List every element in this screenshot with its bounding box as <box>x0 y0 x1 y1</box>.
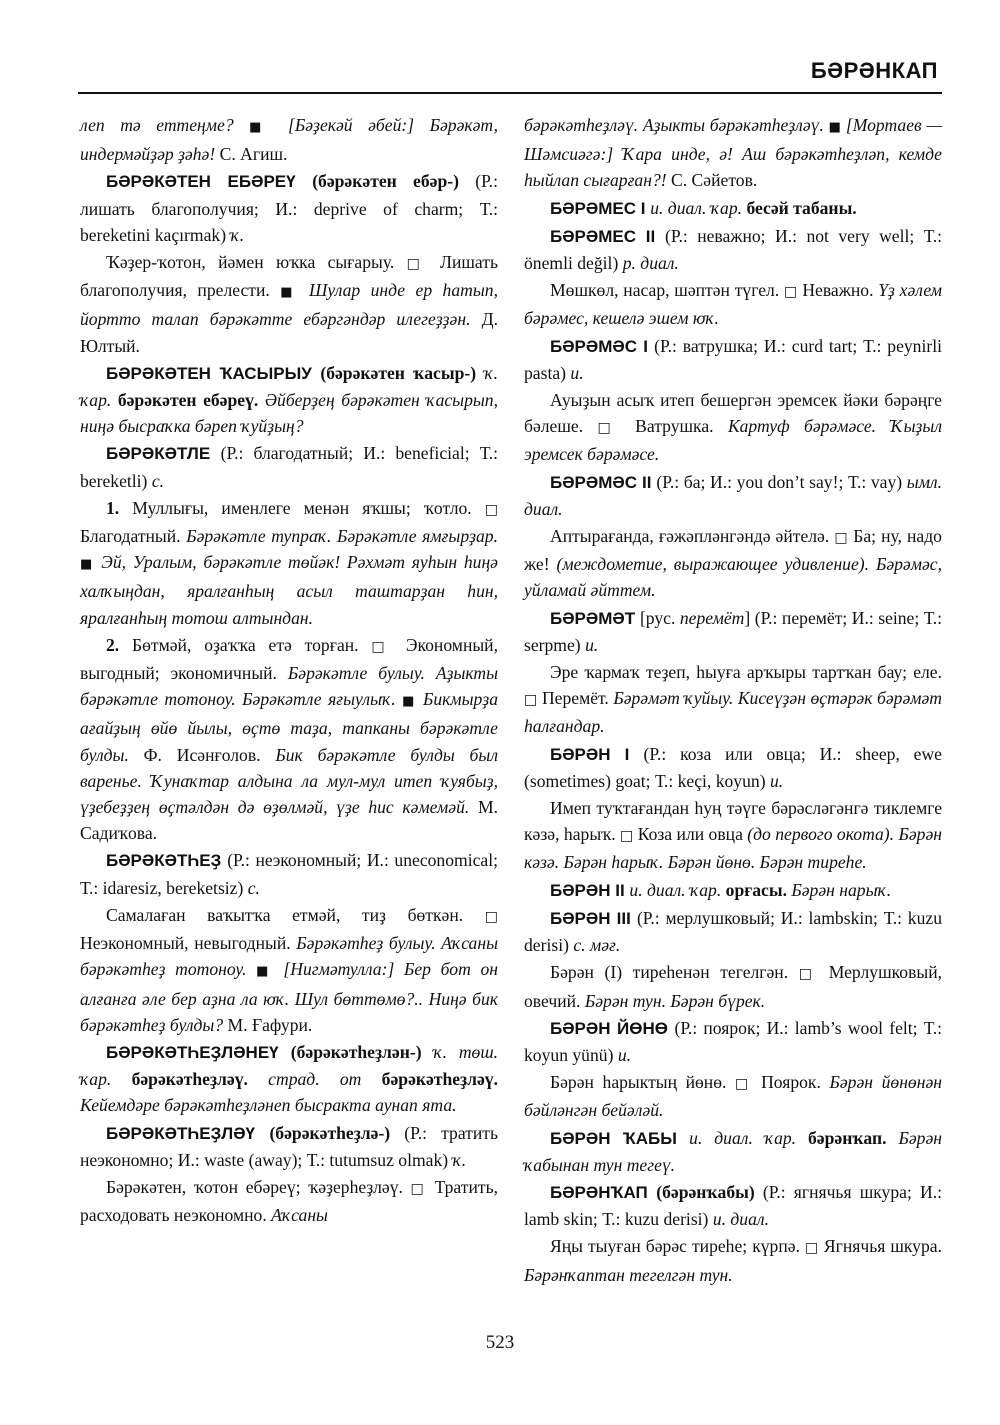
text-run: Неважно. <box>797 280 879 301</box>
text-run: (Р.: неэкономный; И.: uneconomical; Т.: idaresiz, bereketsiz) <box>80 850 498 898</box>
italic-text: леп тә еттеңме? <box>80 115 250 135</box>
italic-text: и. <box>585 634 599 655</box>
text-run: (Р.: неважно; И.: not very well; Т.: önemli değil) <box>524 225 942 274</box>
italic-text: перемёт <box>679 607 745 628</box>
bold-text: (бәрәнҡабы) <box>656 1181 755 1202</box>
italic-text: Кейемдәре бәрәкәтһеҙләнеп бысракта аунап ята. <box>80 1095 457 1116</box>
dictionary-entry <box>524 1179 942 1232</box>
italic-text: с. <box>247 877 260 898</box>
bold-text: (бәрәкәтен ебәр-) <box>312 171 459 192</box>
dictionary-entry <box>80 440 498 493</box>
text-run: М. Ғафури. <box>227 1014 313 1035</box>
entry-continuation <box>524 112 942 194</box>
italic-text: Бәрән нарыҡ. <box>786 879 892 900</box>
dictionary-entry <box>80 1039 498 1119</box>
dictionary-entry <box>524 523 942 604</box>
headword: БӘРӘМЕС II <box>550 226 666 246</box>
italic-text: с. <box>151 470 165 491</box>
example-marker-icon: ■ <box>80 557 95 573</box>
page-number: 523 <box>485 1332 515 1353</box>
dictionary-entry <box>524 905 942 958</box>
entry-continuation <box>80 112 498 167</box>
dictionary-entry <box>80 249 498 359</box>
italic-text: [Нигмәтулла:] Бер бот он алғанға әле бер аҙна ла юҡ. Шул бөттөмө?.. Ниңә бик бәрәкәтһеҙ булды? <box>80 959 498 1035</box>
bold-text: бәрәкәтһеҙләү. <box>381 1069 498 1090</box>
text-run: (Р.: ба; И.: you don’t say!; Т.: vay) <box>656 471 907 492</box>
translation-marker-icon: □ <box>834 530 849 547</box>
translation-marker-icon: □ <box>406 256 428 273</box>
dictionary-entry <box>524 1233 942 1287</box>
text-run: (Р.: коза или овца; И.: sheep, ewe (sometimes) goat; Т.: keçi, koyun) <box>524 743 942 791</box>
italic-text: Бәрәкәтһеҙ булыу. Аҡсаны бәрәкәтһеҙ тотоноу. <box>80 933 498 980</box>
italic-text: Бәрәнҡаптан тегелгән тун. <box>524 1264 733 1285</box>
text-run: (Р.: ватрушка; И.: curd tart; Т.: peynirli pasta) <box>524 335 942 383</box>
dictionary-entry <box>524 387 942 468</box>
running-title: БӘРӘНКАП <box>810 58 938 83</box>
text-run: Бәрәкәтен, ҡотон ебәреү; ҡәҙерһеҙләү. <box>106 1176 411 1197</box>
italic-text: Бик бәрәкәтле булды был вареньe. Ҡунаҡтар алдына ла мул-мул итеп ҡуябыҙ, үҙебеҙҙең өҫтәлдән дә өҙөлмәй, үҙе һис кәмемәй. <box>80 744 498 818</box>
headword: БӘРӘКӘТҺЕҘ <box>106 851 228 871</box>
text-run: Ауыҙын асыҡ итеп бешергән эремсек йәки бәрәңге бәлеше. <box>524 390 942 437</box>
italic-text: ҡ. ҡар. <box>80 362 499 411</box>
italic-text: Шулар инде ер һатып, йортто талап бәрәкәтте ебәргәндәр илегеҙҙән. <box>80 280 498 330</box>
italic-text: [Мортаев — Шәмсиәгә:] Ҡара инде, ә! Аш бәрәкәтһеҙләп, кемде һыйлап сығарған?! <box>524 115 942 191</box>
italic-text: Бәрән тун. Бәрән бүрек. <box>584 990 766 1011</box>
dictionary-entry <box>80 632 498 847</box>
italic-text: и. диал. ҡар. <box>650 197 747 218</box>
headword: БӘРӘН II <box>550 880 630 900</box>
translation-marker-icon: □ <box>371 638 394 655</box>
translation-marker-icon: □ <box>597 420 621 437</box>
text-run: Бәрән һарыктың йөнө. <box>550 1072 736 1093</box>
dictionary-entry <box>80 1174 498 1228</box>
translation-marker-icon: □ <box>805 1240 819 1257</box>
headword: БӘРӘКӘТҺЕҘЛӘҮ <box>106 1123 270 1143</box>
left-column <box>80 112 498 1229</box>
italic-text: с. мәғ. <box>573 935 621 956</box>
text-run: Ф. Исәнғолов. <box>143 744 276 765</box>
text-run: [рус. <box>639 607 680 628</box>
italic-text: Картуф бәрәмәсе. Ҡыҙыл эремсек бәрәмәсе. <box>524 416 943 465</box>
italic-text: ымл. диал. <box>524 471 942 519</box>
text-run: Ба; ну, надо же! <box>524 526 942 575</box>
dictionary-entry <box>80 360 498 440</box>
headword: БӘРӘКӘТЛЕ <box>106 444 221 464</box>
headword: БӘРӘКӘТЕН ҠАСЫРЫУ <box>106 363 321 383</box>
text-run: (Р.: мерлушковый; И.: lambskin; Т.: kuzu derisi) <box>524 907 942 956</box>
italic-text: Бәрән йөнөнән бәйләнгән бейәләй. <box>524 1072 942 1121</box>
right-column <box>524 112 942 1289</box>
dictionary-entry <box>524 1125 942 1178</box>
text-run: (Р.: поярок; И.: lamb’s wool felt; Т.: koyun yünü) <box>524 1017 942 1065</box>
bold-text: бесәй табаны. <box>746 197 857 218</box>
translation-marker-icon: □ <box>620 828 634 845</box>
text-run: (Р.: лишать благополучия; И.: deprive of charm; Т.: bereketini kaçırmak) <box>80 171 498 245</box>
header-rule <box>78 92 942 94</box>
italic-text: Үҙ хәлем бәрәмес, кешелә эшем юҡ. <box>524 280 943 329</box>
italic-text: ҡ. төш. ҡар. <box>80 1041 498 1090</box>
text-run: С. Агиш. <box>219 144 288 165</box>
text-run: Самалаған ваҡытҡа етмәй, тиҙ бөткән. <box>106 904 485 925</box>
bold-text: (бәрәкәтһеҙлә-) <box>269 1122 391 1143</box>
headword: БӘРӘНҠАП <box>550 1182 657 1202</box>
italic-text: бәрәкәтһеҙләү. Аҙыкты бәрәкәтһеҙләү. <box>524 115 829 135</box>
headword: БӘРӘКӘТҺЕҘЛӘНЕҮ <box>106 1042 291 1062</box>
headword: БӘРӘМЕС I <box>550 198 651 218</box>
text-run: ] (Р.: перемёт; И.: seine; Т.: serpme) <box>524 607 942 655</box>
bold-text: 2. <box>106 634 120 655</box>
italic-text: и. диал. <box>712 1209 769 1230</box>
text-run: М. Садиҡова. <box>80 797 498 844</box>
text-run: Имеп туҡтағандан һуң тәүге бәрәсләгәнгә тиклемге кәзә, һарыҡ. <box>524 798 942 845</box>
italic-text: (междометие, выражающее удивление). Бәрәмәс, уйламай әйттем. <box>524 554 942 601</box>
translation-marker-icon: □ <box>735 1076 753 1093</box>
dictionary-entry <box>524 795 942 876</box>
dictionary-entry <box>80 902 498 1038</box>
text-run: Эре ҡармаҡ теҙеп, һыуға арҡыры тартҡан бау; еле. <box>550 662 942 683</box>
dictionary-entry <box>524 469 942 522</box>
dictionary-entry <box>524 959 942 1013</box>
text-run: Бәрән (I) тиреһенән тегелгән. <box>550 962 799 983</box>
italic-text: [Бәҙекәй әбей:] Бәрәкәт, индермәйҙәр ҙәһә! <box>80 115 498 165</box>
dictionary-entry <box>524 877 942 904</box>
example-marker-icon: ■ <box>249 120 273 135</box>
italic-text: ҡ. <box>230 224 245 245</box>
text-run: Перемёт. <box>537 688 614 709</box>
dictionary-entry <box>524 223 942 276</box>
bold-text: бәрәнҡап. <box>808 1127 887 1148</box>
translation-marker-icon: □ <box>783 284 798 301</box>
italic-text: Әйберҙең бәрәкәтен ҡасырып, ниңә бысраҡка бәреп ҡуйҙың? <box>80 390 498 437</box>
italic-text: Бәрәмәт ҡуйыу. Кисеүҙән өҫтәрәк бәрәмәт һалғандар. <box>524 688 942 737</box>
bold-text: орғасы. <box>725 879 787 900</box>
text-run: Бөтмәй, оҙаҡҡа етә торған. <box>119 634 372 655</box>
headword: БӘРӘН ЙӨНӨ <box>550 1018 675 1038</box>
translation-marker-icon: □ <box>798 966 819 983</box>
italic-text: и. диал. ҡар. <box>689 1127 808 1148</box>
italic-text: Бәрән ҡабынан тун тегеү. <box>524 1127 942 1175</box>
bold-text: (бәрәкәтһеҙлән-) <box>290 1041 422 1062</box>
headword: БӘРӘМӘТ <box>550 608 640 628</box>
text-run: Лишать благополучия, прелести. <box>80 252 498 301</box>
italic-text: и. <box>769 770 784 791</box>
example-marker-icon: ■ <box>828 120 842 135</box>
example-marker-icon: ■ <box>280 285 299 301</box>
text-run: Поярок. <box>752 1072 830 1093</box>
text-run: Д. Юлтый. <box>80 309 498 356</box>
translation-marker-icon: □ <box>484 501 498 518</box>
italic-text: и. <box>617 1044 632 1065</box>
text-run: Коза или овца <box>633 824 748 845</box>
headword: БӘРӘН I <box>550 744 644 764</box>
italic-text: Бикмырҙа ағайҙың өйө йылы, өҫтө таҙа, тапканы бәрәкәтле булды. <box>80 689 499 765</box>
text-run: Благодатный. <box>80 526 187 547</box>
text-run: Муллығы, именлеге менән яҡшы; ҡотло. <box>119 497 485 518</box>
italic-text: ҡ. <box>452 1149 467 1170</box>
dictionary-entry <box>524 277 942 331</box>
bold-text: (бәрәкәтен ҡасыр-) <box>320 362 477 383</box>
text-run: Мерлушковый, овечий. <box>524 962 943 1011</box>
dictionary-entry <box>524 659 942 740</box>
translation-marker-icon: □ <box>524 692 538 709</box>
example-marker-icon: ■ <box>402 694 417 710</box>
dictionary-entry <box>80 495 498 631</box>
italic-text: р. диал. <box>622 253 679 274</box>
headword: БӘРӘН ҠАБЫ <box>550 1128 690 1148</box>
headword: БӘРӘМӘС I <box>550 336 655 356</box>
bold-text: бәрәкәтен ебәреү. <box>117 390 259 411</box>
text-run: Ягнячья шкура. <box>818 1236 942 1257</box>
text-run: (Р.: тратить неэкономно; И.: waste (away); Т.: tutumsuz olmak) <box>80 1122 498 1170</box>
dictionary-entry <box>80 168 498 248</box>
text-run: Ватрушка. <box>620 416 728 437</box>
dictionary-entry <box>80 847 498 900</box>
italic-text: Бәрәкәтле булыу. Аҙыкты бәрәкәтле тотоноу. Бәрәкәтле яғыулыҡ. <box>80 663 498 710</box>
dictionary-entry <box>524 195 942 222</box>
italic-text: страд. от <box>247 1069 382 1090</box>
text-run: С. Сәйетов. <box>671 170 758 191</box>
headword: БӘРӘН III <box>550 908 637 928</box>
translation-marker-icon: □ <box>484 908 498 925</box>
dictionary-entry <box>524 1015 942 1068</box>
example-marker-icon: ■ <box>256 964 274 980</box>
bold-text: 1. <box>106 497 120 518</box>
dictionary-entry <box>524 605 942 658</box>
italic-text: (до первого окота). Бәрән кәзә. Бәрән һарыҡ. Бәрән йөнө. Бәрән тиреһе. <box>524 824 942 873</box>
text-run: Аптырағанда, ғәжәпләнгәндә әйтелә. <box>550 526 835 547</box>
text-run: Яңы тыуған бәрәс тиреһе; күрпә. <box>550 1236 805 1257</box>
italic-text: и. диал. ҡар. <box>629 879 726 900</box>
text-run: Неэкономный, невыгодный. <box>80 933 297 954</box>
text-run: Ҡәҙер-ҡотон, йәмен юҡка сығарыу. <box>106 252 407 273</box>
text-run: (Р.: ягнячья шкура; И.: lamb skin; Т.: kuzu derisi) <box>524 1181 943 1230</box>
dictionary-entry <box>524 333 942 386</box>
dictionary-entry <box>80 1120 498 1173</box>
dictionary-entry <box>524 741 942 794</box>
headword: БӘРӘМӘС II <box>550 472 657 492</box>
bold-text: бәрәкәтһеҙләү. <box>131 1069 248 1090</box>
italic-text: Эй, Уралым, бәрәкәтле төйәк! Рәхмәт яуһын һиңә халҡыңдан, яралғанһың асыл таштарҙан һин, яралғанһың тотош алтындан. <box>80 552 498 628</box>
headword: БӘРӘКӘТЕН ЕБӘРЕҮ <box>106 172 313 192</box>
text-run: Экономный, выгодный; экономичный. <box>80 634 498 684</box>
italic-text: Бәрәкәтле тупраҡ. Бәрәкәтле ямғырҙар. <box>186 526 498 547</box>
text-run: Мөшкөл, насар, шәптән түгел. <box>550 280 784 301</box>
text-run: (Р.: благодатный; И.: beneficial; Т.: bereketli) <box>80 443 498 491</box>
dictionary-entry <box>524 1069 942 1123</box>
italic-text: Аҡсаны <box>271 1205 328 1226</box>
italic-text: и. <box>570 362 584 383</box>
translation-marker-icon: □ <box>410 1180 427 1197</box>
text-run: Тратить, расходовать неэкономно. <box>80 1176 499 1226</box>
